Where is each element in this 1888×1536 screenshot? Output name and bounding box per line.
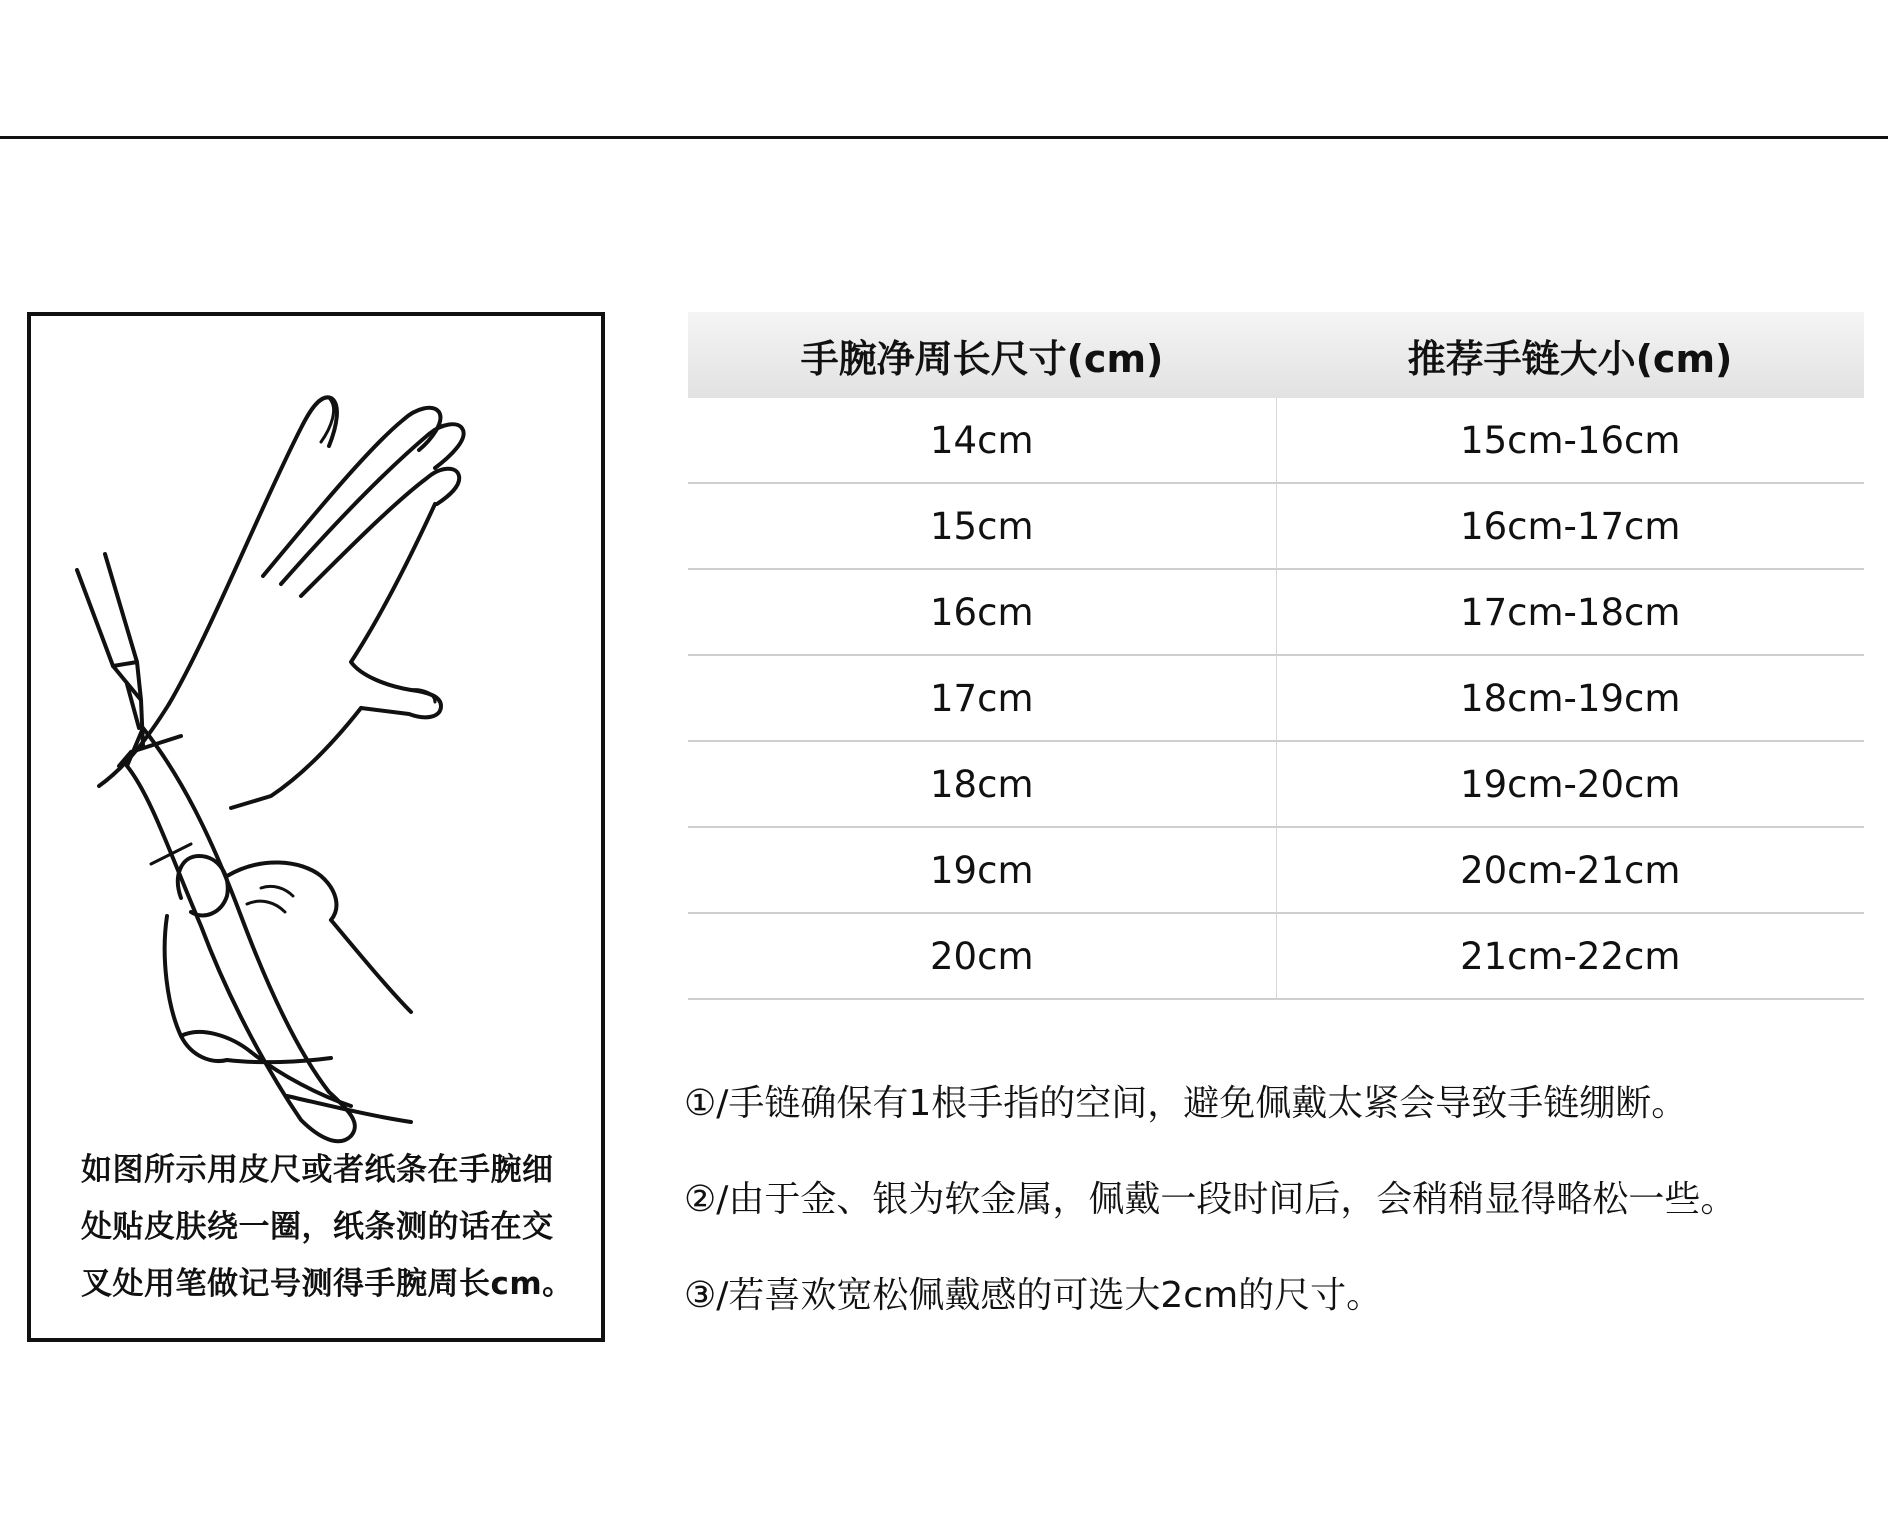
bracelet-size-cell: 16cm-17cm (1276, 483, 1864, 569)
wrist-size-cell: 20cm (688, 913, 1276, 999)
bracelet-size-cell: 18cm-19cm (1276, 655, 1864, 741)
table-row (688, 569, 1864, 655)
table-row (688, 741, 1864, 827)
caption-line: 处贴皮肤绕一圈，纸条测的话在交 (81, 1209, 554, 1245)
measurement-instruction-caption (81, 1142, 581, 1313)
header-recommended-bracelet-size: 推荐手链大小(cm) (1276, 312, 1864, 398)
top-divider-line (0, 136, 1888, 139)
table-row (688, 398, 1864, 483)
note-item: ③/若喜欢宽松佩戴感的可选大2cm的尺寸。 (684, 1275, 1383, 1316)
bracelet-size-cell: 15cm-16cm (1276, 398, 1864, 483)
measurement-illustration-panel (27, 312, 605, 1342)
table-header-row (688, 312, 1864, 398)
wrist-size-cell: 17cm (688, 655, 1276, 741)
bracelet-size-cell: 20cm-21cm (1276, 827, 1864, 913)
wrist-size-cell: 18cm (688, 741, 1276, 827)
header-wrist-circumference: 手腕净周长尺寸(cm) (688, 312, 1276, 398)
note-item: ①/手链确保有1根手指的空间，避免佩戴太紧会导致手链绷断。 (684, 1083, 1688, 1124)
wrist-size-cell: 19cm (688, 827, 1276, 913)
wrist-size-cell: 15cm (688, 483, 1276, 569)
sizing-notes (684, 1080, 1864, 1368)
bracelet-size-cell: 19cm-20cm (1276, 741, 1864, 827)
table-row (688, 655, 1864, 741)
bracelet-size-cell: 17cm-18cm (1276, 569, 1864, 655)
bracelet-size-table (688, 312, 1864, 1000)
table-row (688, 483, 1864, 569)
caption-line: 如图所示用皮尺或者纸条在手腕细 (81, 1152, 554, 1188)
wrist-size-cell: 16cm (688, 569, 1276, 655)
table-row (688, 913, 1864, 999)
table-row (688, 827, 1864, 913)
caption-line: 叉处用笔做记号测得手腕周长cm。 (81, 1266, 574, 1302)
bracelet-size-cell: 21cm-22cm (1276, 913, 1864, 999)
note-item: ②/由于金、银为软金属，佩戴一段时间后，会稍稍显得略松一些。 (684, 1179, 1737, 1220)
wrist-size-cell: 14cm (688, 398, 1276, 483)
